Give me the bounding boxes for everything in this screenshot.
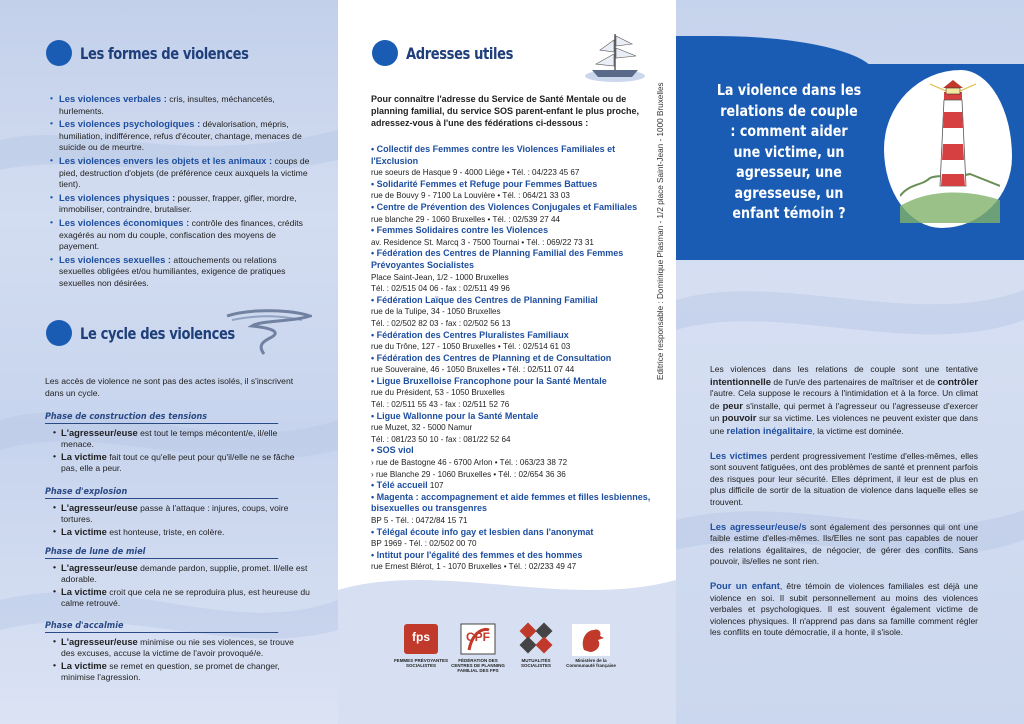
address-line: rue blanche 29 - 1060 Bruxelles • Tél. : 02/539 27 44 — [371, 214, 560, 224]
address-line: BP 1969 - Tél. : 02/502 00 70 — [371, 539, 477, 549]
phase-item — [45, 562, 310, 586]
violence-type-item — [50, 192, 310, 216]
phase-list — [45, 427, 310, 475]
cover-text-run: relation inégalitaire — [726, 424, 813, 436]
violence-type-item — [50, 254, 310, 290]
partner-logo — [392, 622, 450, 678]
cover-text-run: , la victime est dominée. — [812, 425, 904, 436]
address-organisation — [371, 179, 653, 191]
phase-actor: La victime — [61, 659, 107, 671]
cover-text-run: Les victimes — [710, 449, 768, 461]
cover-text-run: perdent progressivement l'estime d'elles-mêmes, elles sont souvent fatiguées, ont des problèmes de santé et prennent parfois des risques pour leur sécurité. Elles dépriment, il leur est de plus en plus difficile de sortir de la situation de violence dans laquelle elles se trouvent. — [710, 450, 978, 507]
address-line: › rue de Bastogne 46 - 6700 Arlon • Tél. : 063/23 38 72 — [371, 458, 568, 468]
violence-type-label: Les violences physiques : — [59, 191, 176, 203]
cover-text-run: Les violences dans les relations de couple sont une tentative — [710, 364, 978, 374]
violence-type-text: contrôle des finances, crédits exagérés au nom du couple, confiscation des moyens de payement. — [59, 217, 303, 252]
cover-body-text — [710, 364, 978, 651]
phase-item — [45, 502, 310, 526]
bullet-circle-icon — [46, 40, 72, 66]
editor-credit: Editrice responsable : Dominique Plasman - 1/2 place Saint-Jean - 1000 Bruxelles — [656, 82, 665, 380]
phase-item — [45, 526, 310, 538]
violence-type-item — [50, 217, 310, 253]
cycle-intro: Les accès de violence ne sont pas des actes isolés, il s'inscrivent dans un cycle. — [45, 376, 294, 398]
bullet-circle-icon — [46, 320, 72, 346]
address-line: Tél. : 02/515 04 06 - fax : 02/511 49 96 — [371, 284, 510, 294]
phase-title: Phase d'explosion — [45, 486, 278, 499]
address-line: BP 5 - Tél. : 0472/84 15 71 — [371, 516, 468, 525]
phase-block — [45, 546, 310, 610]
cover-text-run: Les agresseur/euse/s — [710, 520, 807, 532]
section-title-addresses: Adresses utiles — [406, 43, 513, 63]
address-org-name: Télé accueil — [376, 480, 428, 491]
address-organisation — [371, 353, 653, 365]
phase-text: fait tout ce qu'elle peut pour qu'il/elle ne se fâche pas, elle a peur. — [61, 451, 295, 474]
cover-text-run: , être témoin de violences familiales est déjà une violence en soi. Il subit personnellement au moins des violences verbales et psychologiques. Il est souvent également victime de violences physiques. Il n'apprend pas dans sa famille comment régler les conflits en toute démocratie, il a honte, il s'isole. — [710, 580, 978, 638]
address-organisation — [371, 492, 653, 515]
address-org-name: Ligue Bruxelloise Francophone pour la Santé Mentale — [376, 375, 607, 386]
violence-type-item — [50, 155, 310, 191]
phase-title: Phase de lune de miel — [45, 546, 278, 559]
cover-paragraph — [710, 364, 978, 438]
violence-type-item — [50, 118, 310, 154]
phase-actor: La victime — [61, 450, 107, 462]
phase-actor: L'agresseur/euse — [61, 427, 138, 438]
address-organisation — [371, 445, 653, 457]
phase-text: passe à l'attaque : injures, coups, voire tortures. — [61, 503, 289, 525]
section-title-forms: Les formes de violences — [80, 43, 249, 63]
phase-actor: L'agresseur/euse — [61, 562, 138, 573]
address-organisation — [371, 480, 653, 492]
address-line: rue du Président, 53 - 1050 Bruxelles — [371, 388, 505, 398]
partner-logo-caption: FEMMES PRÉVOYANTES SOCIALISTES — [393, 658, 449, 668]
section-title-cycle: Le cycle des violences — [80, 323, 235, 343]
address-organisation — [371, 202, 653, 214]
cover-text-run: intentionnelle — [710, 375, 771, 387]
address-line: rue de la Tulipe, 34 - 1050 Bruxelles — [371, 307, 501, 317]
violence-type-text: pousser, frapper, gifler, mordre, immobiliser, contraindre, brutaliser. — [59, 192, 297, 215]
cover-text-run: contrôler — [937, 375, 978, 387]
phase-item — [45, 586, 310, 610]
mutualites-logo-icon — [513, 622, 559, 656]
bullet-circle-icon — [372, 40, 398, 66]
address-line: rue Muzet, 32 - 5000 Namur — [371, 423, 473, 433]
address-org-name: Fédération des Centres Pluralistes Familiaux — [376, 329, 569, 340]
cover-paragraph — [710, 450, 978, 509]
violence-type-label: Les violences économiques : — [59, 216, 190, 228]
partner-logo-mark: CPF — [466, 630, 490, 644]
address-org-name: Solidarité Femmes et Refuge pour Femmes Battues — [376, 178, 598, 189]
address-organisation — [371, 295, 653, 307]
phase-text: est tout le temps mécontent/e, il/elle menace. — [61, 428, 278, 450]
phase-title: Phase d'accalmie — [45, 620, 278, 633]
cover-title: La violence dans les relations de couple : comment aider une victime, un agresseur, une agresseuse, un enfant témoin ? — [716, 81, 862, 222]
violence-type-text: attouchements ou relations sexuelles obligées et/ou humiliantes, exigence de pratiques sexuelles non désirées. — [59, 254, 286, 288]
address-organisation — [371, 248, 653, 271]
partner-logo — [507, 622, 565, 678]
violence-type-text: dévalorisation, mépris, humiliation, indifférence, refus d'écouter, chantage, menaces de suicide ou de meurtre. — [59, 119, 302, 153]
partner-logo — [449, 622, 507, 678]
address-org-name: Fédération des Centres de Planning Familial des Femmes Prévoyantes Socialistes — [371, 248, 624, 270]
address-organisation — [371, 330, 653, 342]
violence-types-list — [50, 93, 310, 291]
address-organisation — [371, 144, 653, 167]
address-line: rue du Trône, 127 - 1050 Bruxelles • Tél. : 02/514 61 03 — [371, 342, 571, 352]
lighthouse-icon — [900, 78, 1000, 223]
phase-item — [45, 636, 310, 660]
cover-text-run: Pour un enfant — [710, 579, 780, 591]
addresses-list — [371, 144, 653, 573]
address-org-name: Intitut pour l'égalité des femmes et des hommes — [376, 549, 583, 560]
address-organisation — [371, 527, 653, 539]
address-line: rue Ernest Blérot, 1 - 1070 Bruxelles • Tél. : 02/233 49 47 — [371, 562, 577, 572]
address-line: rue Souveraine, 46 - 1050 Bruxelles • Tél. : 02/511 07 44 — [371, 365, 575, 375]
phase-item — [45, 451, 310, 475]
address-org-name: Fédération Laïque des Centres de Planning Familial — [376, 294, 598, 305]
violence-type-text: cris, insultes, méchancetés, hurlements. — [59, 94, 275, 116]
section-header-addresses — [372, 40, 536, 66]
partner-logo — [562, 622, 620, 678]
address-organisation — [371, 376, 653, 388]
phase-text: demande pardon, supplie, promet. Il/elle est adorable. — [61, 563, 308, 585]
partner-logo-caption: FÉDÉRATION DES CENTRES DE PLANNING FAMILIAL DES FPS — [451, 658, 505, 673]
phase-list — [45, 502, 310, 538]
cover-paragraph — [710, 580, 978, 639]
phase-title: Phase de construction des tensions — [45, 411, 278, 424]
phase-text: est honteuse, triste, en colère. — [106, 526, 225, 537]
address-org-name: Collectif des Femmes contre les Violences Familiales et l'Exclusion — [371, 144, 616, 166]
cover-text-run: sont également des personnes qui ont une faible estime d'elles-mêmes. Ils/Elles ne sont pas capables de nouer des relations égalitaires, de négocier, de gérer des conflits. Sans pouvoir, ils/elles ne sont rien. — [710, 521, 978, 567]
violence-type-label: Les violences psychologiques : — [59, 118, 201, 130]
cover-text-run: l'autre. Cela suppose le recours à l'intimidation et à la force. Un climat de — [710, 388, 978, 411]
phase-text: minimise ou nie ses violences, se trouve des excuses, accuse la victime de l'avoir provoqué/e. — [61, 637, 294, 659]
address-org-name: Centre de Prévention des Violences Conjugales et Familiales — [376, 201, 638, 212]
address-organisation — [371, 550, 653, 562]
phase-item — [45, 427, 310, 451]
phase-actor: La victime — [61, 585, 107, 597]
section-header-forms — [46, 40, 285, 66]
partner-logo-caption: Ministère de la Communauté française — [566, 658, 616, 668]
phase-text: croit que cela ne se reproduira plus, est heureuse du calme retrouvé. — [61, 586, 310, 609]
cover-text-run: de l'un/e des partenaires de maîtriser et de — [770, 376, 938, 387]
phase-item — [45, 660, 310, 684]
violence-type-label: Les violences verbales : — [59, 93, 167, 104]
address-organisation — [371, 411, 653, 423]
phase-block — [45, 411, 310, 475]
violence-type-text: coups de pied, destruction d'objets (de préférence ceux auxquels la victime tient). — [59, 155, 310, 190]
violence-type-label: Les violences envers les objets et les animaux : — [59, 154, 273, 166]
violence-type-item — [50, 93, 310, 117]
cover-text-run: sur sa victime. Les violences ne peuvent exister que dans une — [710, 413, 978, 436]
phase-actor: La victime — [61, 525, 107, 537]
cover-text-run: pouvoir — [722, 412, 757, 424]
partner-logo-mark: fps — [412, 630, 430, 644]
address-line: rue de Bouvy 9 - 7100 La Louvière • Tél. : 064/21 33 03 — [371, 191, 570, 201]
address-line: Tél. : 081/23 50 10 - fax : 081/22 52 64 — [371, 434, 511, 444]
sailboat-icon — [582, 28, 648, 84]
address-line: Tél. : 02/502 82 03 - fax : 02/502 56 13 — [371, 318, 511, 328]
cover-text-run: s'installe, qui permet à l'agresseur ou l'agresseuse d'exercer un — [710, 400, 978, 424]
phase-actor: L'agresseur/euse — [61, 636, 138, 647]
address-org-name: Femmes Solidaires contre les Violences — [376, 225, 549, 236]
phase-block — [45, 620, 310, 684]
address-org-name: SOS viol — [376, 445, 414, 456]
address-org-name: Ligue Wallonne pour la Santé Mentale — [376, 410, 539, 421]
phase-actor: L'agresseur/euse — [61, 502, 138, 513]
address-line: av. Residence St. Marcq 3 - 7500 Tournai • Tél. : 069/22 73 31 — [371, 237, 594, 247]
addresses-intro: Pour connaître l'adresse du Service de Santé Mentale ou de planning familial, du service SOS parent-enfant le plus proche, adressez-vous à l'une des fédérations ci-dessous : — [371, 94, 640, 128]
address-org-name: Magenta : accompagnement et aide femmes et filles lesbiennes, bisexuelles ou transgenres — [371, 491, 651, 514]
address-org-suffix: 107 — [427, 481, 444, 491]
address-line: rue soeurs de Hasque 9 - 4000 Liège • Tél. : 04/223 45 67 — [371, 168, 580, 178]
violence-type-label: Les violences sexuelles : — [59, 253, 172, 265]
phase-list — [45, 562, 310, 610]
address-line: › rue Blanche 29 - 1060 Bruxelles • Tél. : 02/654 36 36 — [371, 469, 566, 479]
address-line: Tél. : 02/511 55 43 - fax : 02/511 52 76 — [371, 400, 510, 410]
address-organisation — [371, 225, 653, 237]
cover-paragraph — [710, 521, 978, 568]
address-org-name: Fédération des Centres de Planning et de Consultation — [376, 352, 612, 363]
phase-list — [45, 636, 310, 684]
partner-logo-caption: MUTUALITÉS SOCIALISTES — [520, 658, 551, 668]
address-org-name: Télégal écoute info gay et lesbien dans l'anonymat — [376, 526, 594, 537]
phase-text: se remet en question, se promet de changer, minimise l'agression. — [61, 660, 280, 683]
address-line: Place Saint-Jean, 1/2 - 1000 Bruxelles — [371, 272, 509, 282]
phase-block — [45, 486, 310, 538]
cover-text-run: peur — [722, 399, 743, 411]
rooster-logo-icon — [568, 622, 614, 656]
tornado-icon — [222, 306, 312, 356]
